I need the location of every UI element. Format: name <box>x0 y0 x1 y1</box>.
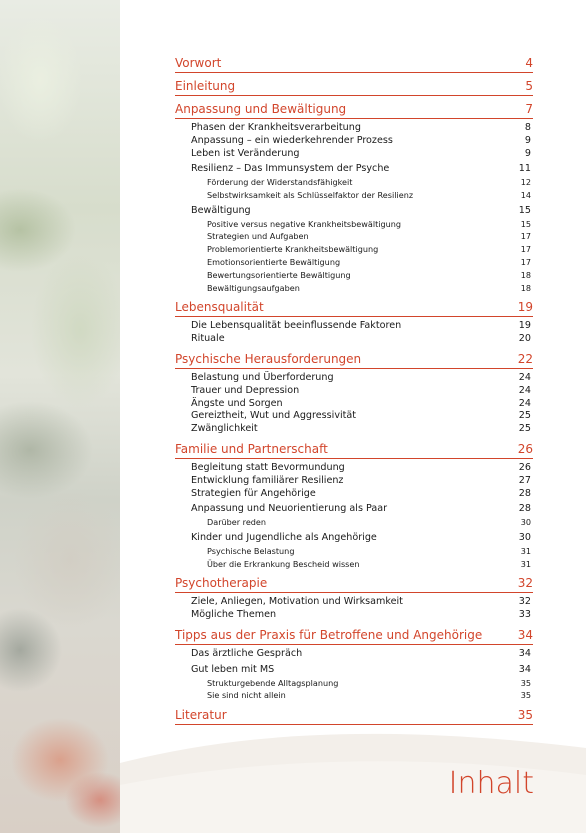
toc-entries <box>175 459 533 572</box>
toc-entry-page: 34 <box>518 663 531 675</box>
toc-entry-title: Positive versus negative Krankheitsbewältigung <box>207 218 402 229</box>
toc-section-page: 22 <box>517 351 533 366</box>
toc-section-page: 35 <box>517 708 533 723</box>
toc-entry-page: 27 <box>518 474 531 486</box>
toc-entry-page: 9 <box>524 147 531 159</box>
toc-entry[interactable] <box>175 475 533 488</box>
toc-entry-title: Gut leben mit MS <box>191 663 275 675</box>
toc-entry-title: Die Lebensqualität beeinflussende Faktoren <box>191 320 402 332</box>
toc-entry-page: 18 <box>520 269 531 280</box>
toc-entry-title: Trauer und Depression <box>191 384 300 396</box>
toc-entry-title: Resilienz – Das Immunsystem der Psyche <box>191 163 390 175</box>
toc-entry[interactable] <box>175 205 533 218</box>
toc-entry-title: Gereiztheit, Wut und Aggressivität <box>191 410 357 422</box>
toc-entry-page: 24 <box>518 384 531 396</box>
toc-entry-title: Strukturgebende Alltagsplanung <box>207 677 339 688</box>
toc-entry-page: 26 <box>518 461 531 473</box>
toc-subentry[interactable] <box>175 558 533 571</box>
toc-entry-page: 14 <box>520 189 531 200</box>
toc-entry[interactable] <box>175 609 533 622</box>
toc-entry-page: 28 <box>518 503 531 515</box>
toc-section-title: Psychotherapie <box>175 576 268 591</box>
toc-entry-title: Bewertungsorientierte Bewältigung <box>207 269 351 280</box>
toc-entry-page: 24 <box>518 397 531 409</box>
toc-entries <box>175 645 533 704</box>
toc-section[interactable] <box>175 79 533 96</box>
toc-entry-page: 34 <box>518 647 531 659</box>
toc-entry-title: Phasen der Krankheitsverarbeitung <box>191 122 361 133</box>
toc-entry[interactable] <box>175 398 533 411</box>
toc-entries <box>175 119 533 296</box>
toc-section-title: Lebensqualität <box>175 300 264 315</box>
page-title: Inhalt <box>448 766 534 801</box>
toc-section-title: Tipps aus der Praxis für Betroffene und Angehörige <box>175 627 483 642</box>
toc-entry-page: 20 <box>518 333 531 345</box>
toc-subentry[interactable] <box>175 176 533 189</box>
toc-subentry[interactable] <box>175 282 533 295</box>
toc-entry-page: 24 <box>518 371 531 383</box>
toc-subentry[interactable] <box>175 677 533 690</box>
toc-entry-page: 35 <box>520 690 531 701</box>
toc-entry-page: 31 <box>520 545 531 556</box>
toc-entry-title: Emotionsorientierte Bewältigung <box>207 256 341 267</box>
toc-entry-title: Förderung der Widerstandsfähigkeit <box>207 177 353 188</box>
toc-section[interactable] <box>175 442 533 459</box>
toc-section-title: Psychische Herausforderungen <box>175 351 362 366</box>
toc-entry-page: 11 <box>518 163 531 175</box>
toc-entry[interactable] <box>175 410 533 423</box>
toc-entry-page: 15 <box>520 218 531 229</box>
toc-entry-title: Das ärztliche Gespräch <box>191 647 303 659</box>
toc-entry-title: Mögliche Themen <box>191 609 277 621</box>
toc-entry-title: Begleitung statt Bevormundung <box>191 461 345 473</box>
toc-entry-title: Psychische Belastung <box>207 545 295 556</box>
toc-entry-title: Rituale <box>191 333 225 345</box>
toc-entry[interactable] <box>175 372 533 385</box>
toc-section-page: 4 <box>525 56 533 70</box>
toc-entry[interactable] <box>175 385 533 398</box>
toc-entry-page: 25 <box>518 410 531 422</box>
toc-entry[interactable] <box>175 163 533 176</box>
toc-entries <box>175 593 533 624</box>
toc-entry-title: Zwänglichkeit <box>191 423 258 435</box>
toc-entry-page: 30 <box>518 531 531 543</box>
toc-entry[interactable] <box>175 532 533 545</box>
toc-subentry[interactable] <box>175 230 533 243</box>
toc-section[interactable] <box>175 102 533 119</box>
toc-entry[interactable] <box>175 462 533 475</box>
toc-entry[interactable] <box>175 135 533 148</box>
toc-entry-page: 30 <box>520 517 531 528</box>
toc-entry-title: Ziele, Anliegen, Motivation und Wirksamkeit <box>191 596 403 608</box>
toc-entry-title: Belastung und Überforderung <box>191 371 334 383</box>
toc-entry[interactable] <box>175 503 533 516</box>
toc-entry-title: Entwicklung familiärer Resilienz <box>191 474 344 486</box>
toc-entry-title: Selbstwirksamkeit als Schlüsselfaktor der Resilienz <box>207 189 414 200</box>
toc-entry-page: 25 <box>518 423 531 435</box>
toc-entry[interactable] <box>175 648 533 661</box>
toc-entry-page: 28 <box>518 487 531 499</box>
toc-entry-page: 8 <box>524 122 531 133</box>
toc-entry-title: Problemorientierte Krankheitsbewältigung <box>207 244 379 255</box>
toc-entry-title: Ängste und Sorgen <box>191 397 283 409</box>
toc-entry-page: 17 <box>520 231 531 242</box>
toc-subentry[interactable] <box>175 218 533 231</box>
toc-entries <box>175 369 533 438</box>
toc-entry-page: 9 <box>524 134 531 146</box>
toc-section-page: 34 <box>517 627 533 642</box>
toc-section-page: 7 <box>525 102 533 116</box>
toc-entry[interactable] <box>175 423 533 436</box>
toc-entry-page: 18 <box>520 282 531 293</box>
cover-photo-strip <box>0 0 120 833</box>
toc-entry-title: Bewältigungsaufgaben <box>207 282 300 293</box>
toc-subentry[interactable] <box>175 545 533 558</box>
toc-section-page: 32 <box>517 576 533 591</box>
toc-entry-page: 17 <box>520 244 531 255</box>
toc-section-page: 5 <box>525 79 533 93</box>
toc-section[interactable] <box>175 576 533 593</box>
toc-entry-page: 17 <box>520 256 531 267</box>
toc-entry[interactable] <box>175 333 533 346</box>
toc-section[interactable] <box>175 708 533 725</box>
toc-entry[interactable] <box>175 664 533 677</box>
toc-entry[interactable] <box>175 596 533 609</box>
toc-entry-page: 35 <box>520 677 531 688</box>
toc-subentry[interactable] <box>175 189 533 202</box>
toc-entry-title: Anpassung – ein wiederkehrender Prozess <box>191 134 393 146</box>
toc-entry-page: 15 <box>518 204 531 216</box>
toc-entry-page: 19 <box>518 320 531 332</box>
table-of-contents <box>175 56 533 727</box>
toc-entry-title: Über die Erkrankung Bescheid wissen <box>207 558 360 569</box>
toc-section[interactable] <box>175 56 533 73</box>
toc-entry[interactable] <box>175 148 533 161</box>
toc-entry-title: Leben ist Veränderung <box>191 147 300 159</box>
toc-subentry[interactable] <box>175 256 533 269</box>
toc-subentry[interactable] <box>175 689 533 702</box>
toc-entry[interactable] <box>175 488 533 501</box>
toc-section-page: 19 <box>517 300 533 315</box>
toc-entry-title: Strategien für Angehörige <box>191 487 316 499</box>
toc-subentry[interactable] <box>175 269 533 282</box>
toc-entry-page: 31 <box>520 558 531 569</box>
toc-entries <box>175 317 533 348</box>
toc-entry-title: Kinder und Jugendliche als Angehörige <box>191 531 377 543</box>
toc-entry-page: 32 <box>518 596 531 608</box>
toc-entry-title: Anpassung und Neuorientierung als Paar <box>191 503 388 515</box>
toc-section[interactable] <box>175 352 533 369</box>
toc-section[interactable] <box>175 300 533 317</box>
toc-entry-title: Strategien und Aufgaben <box>207 231 309 242</box>
toc-section[interactable] <box>175 628 533 645</box>
toc-entry-title: Bewältigung <box>191 204 251 216</box>
toc-entry-title: Darüber reden <box>207 517 267 528</box>
toc-section-page: 26 <box>517 441 533 456</box>
toc-entry-page: 12 <box>520 177 531 188</box>
toc-subentry[interactable] <box>175 243 533 256</box>
toc-entry-title: Sie sind nicht allein <box>207 690 286 701</box>
toc-section-title: Einleitung <box>175 79 236 93</box>
toc-section-title: Vorwort <box>175 56 222 70</box>
toc-section-title: Familie und Partnerschaft <box>175 441 328 456</box>
toc-subentry[interactable] <box>175 516 533 529</box>
toc-entry[interactable] <box>175 320 533 333</box>
toc-section-title: Anpassung und Bewältigung <box>175 102 347 116</box>
toc-entry-page: 33 <box>518 609 531 621</box>
toc-section-title: Literatur <box>175 708 227 723</box>
toc-entry[interactable] <box>175 122 533 135</box>
